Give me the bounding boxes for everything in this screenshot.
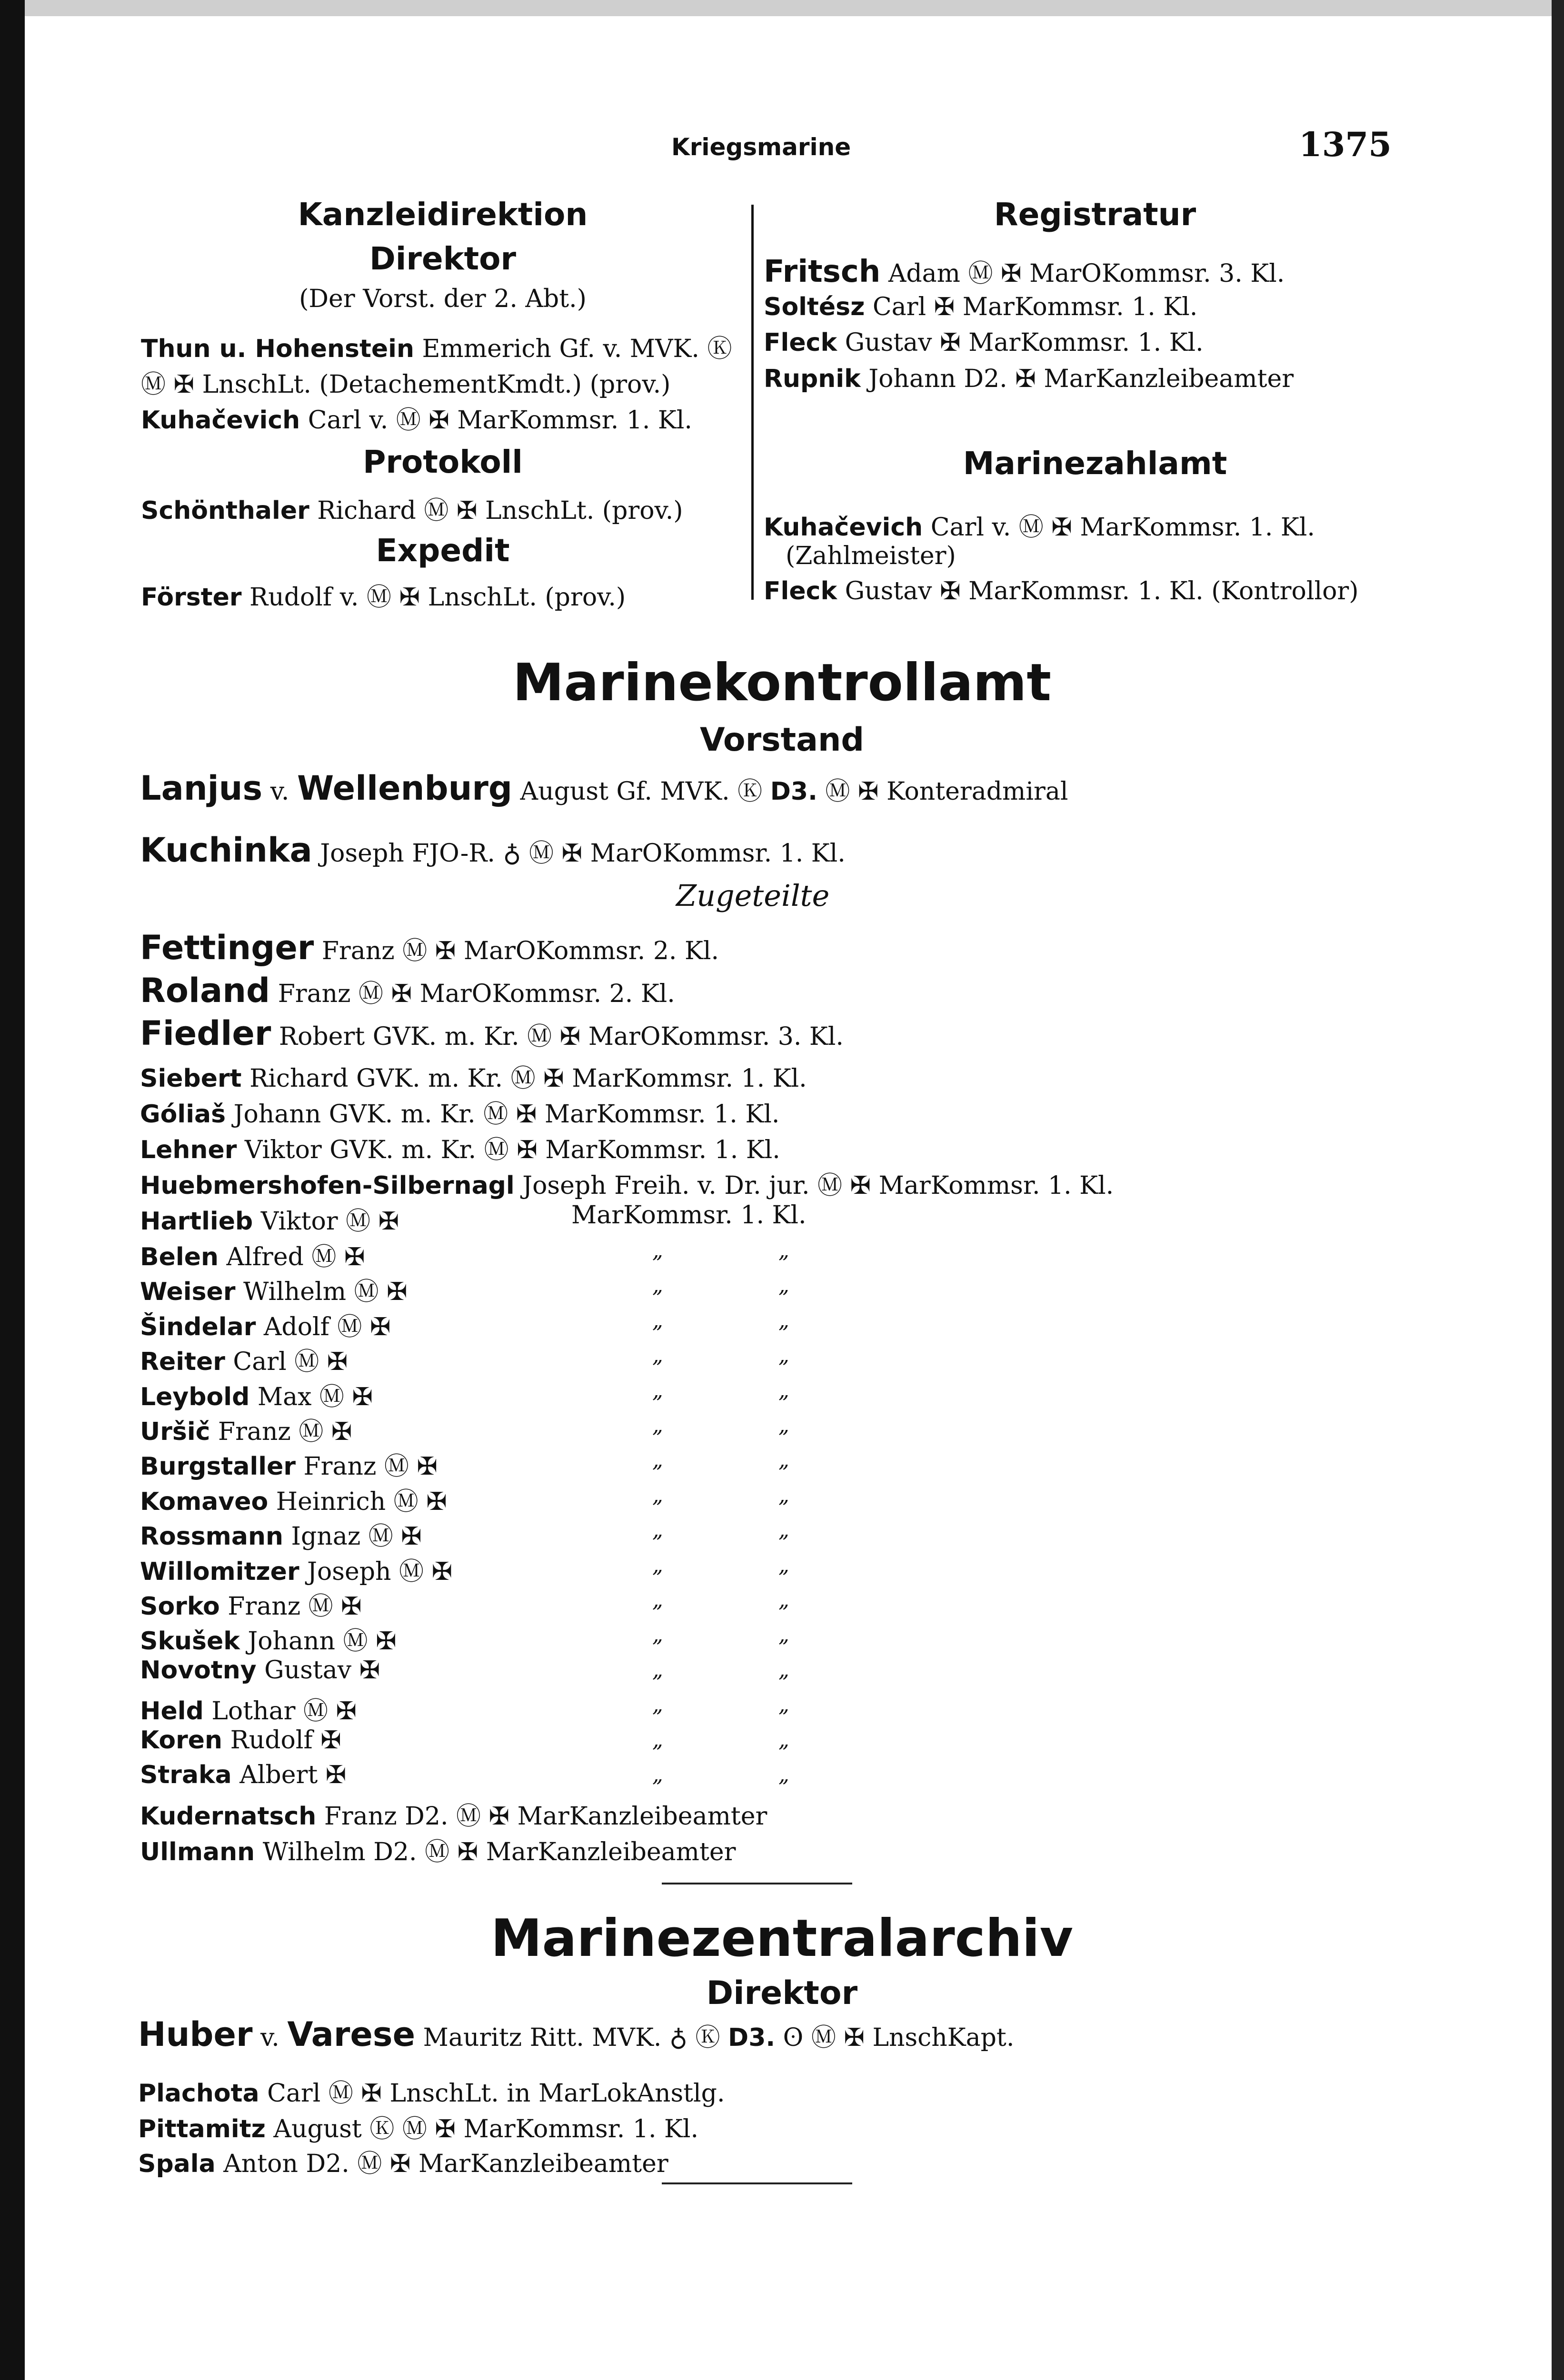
surname: Rupnik xyxy=(764,365,861,393)
scan-top-edge xyxy=(0,0,1564,16)
staff-row xyxy=(140,1411,352,1447)
entry-lehner xyxy=(140,1130,780,1165)
ditto-mark: „ xyxy=(778,1518,789,1542)
entry-detail: Franz Ⓜ ✠ MarOKommsr. 2. Kl. xyxy=(270,980,675,1008)
scan-right-edge xyxy=(1552,0,1564,2380)
entry-detail: Franz Ⓜ ✠ xyxy=(210,1418,352,1446)
surname: Siebert xyxy=(140,1064,242,1093)
ditto-mark: „ xyxy=(652,1763,663,1787)
ditto-mark: „ xyxy=(652,1309,663,1333)
ditto-mark: „ xyxy=(652,1239,663,1263)
entry-detail: Franz Ⓜ ✠ MarOKommsr. 2. Kl. xyxy=(314,937,719,965)
entry-ullmann xyxy=(140,1832,736,1867)
entry-detail: Rudolf ✠ xyxy=(222,1726,341,1755)
page-number: 1375 xyxy=(1299,125,1392,164)
entry-detail: Franz D2. Ⓜ ✠ MarKanzleibeamter xyxy=(316,1802,767,1831)
heading-archiv-direktor: Direktor xyxy=(706,1974,858,2012)
surname: Roland xyxy=(140,971,270,1010)
entry-hartlieb-rank: MarKommsr. 1. Kl. xyxy=(571,1201,807,1230)
entry-kudernatsch xyxy=(140,1796,767,1832)
surname: Hartlieb xyxy=(140,1207,253,1236)
entry-detail: Carl v. Ⓜ ✠ MarKommsr. 1. Kl. xyxy=(930,513,1315,542)
surname: Huebmershofen-Silbernagl xyxy=(140,1171,515,1200)
surname: Held xyxy=(140,1697,204,1726)
surname: Belen xyxy=(140,1243,219,1271)
entry-siebert xyxy=(140,1058,807,1094)
surname: Ullmann xyxy=(140,1838,255,1866)
entry-golias xyxy=(140,1094,779,1130)
surname: Kuchinka xyxy=(140,831,312,870)
ditto-mark: „ xyxy=(652,1483,663,1507)
surname: Koren xyxy=(140,1726,223,1755)
entry-detail: Richard Ⓜ ✠ LnschLt. (prov.) xyxy=(317,496,683,525)
entry-detail: Rudolf v. Ⓜ ✠ LnschLt. (prov.) xyxy=(249,583,626,612)
ditto-mark: „ xyxy=(778,1273,789,1298)
ditto-mark: „ xyxy=(652,1623,663,1647)
entry-detail: Joseph FJO-R. ♁ Ⓜ ✠ MarOKommsr. 1. Kl. xyxy=(312,839,846,868)
entry-detail: Wilhelm D2. Ⓜ ✠ MarKanzleibeamter xyxy=(255,1838,736,1866)
ditto-mark: „ xyxy=(652,1273,663,1298)
heading-protokoll: Protokoll xyxy=(363,444,523,480)
surname: Kuhačevich xyxy=(764,513,923,542)
surname: Förster xyxy=(141,583,242,612)
ditto-mark: „ xyxy=(652,1588,663,1612)
staff-row xyxy=(140,1377,373,1412)
entry-rank: Ⓜ ✠ Konteradmiral xyxy=(817,777,1068,806)
scan-left-edge xyxy=(0,0,25,2380)
entry-detail: Anton D2. Ⓜ ✠ MarKanzleibeamter xyxy=(215,2150,668,2178)
ditto-mark: „ xyxy=(778,1378,789,1403)
entry-pittamitz xyxy=(138,2109,698,2144)
entry-kuhacevich-zahl xyxy=(764,507,1315,543)
ditto-mark: „ xyxy=(652,1378,663,1403)
surname: Fritsch xyxy=(764,254,881,289)
entry-huber xyxy=(138,2015,1014,2054)
vorstand-note: (Der Vorst. der 2. Abt.) xyxy=(299,285,587,313)
ditto-mark: „ xyxy=(778,1763,789,1787)
entry-detail: Carl Ⓜ ✠ LnschLt. in MarLokAnstlg. xyxy=(259,2079,725,2108)
ditto-mark: „ xyxy=(778,1483,789,1507)
surname: Fettinger xyxy=(140,928,314,967)
heading-kanzleidirektion: Kanzleidirektion xyxy=(298,196,588,233)
staff-row xyxy=(140,1307,391,1342)
entry-detail: Johann D2. ✠ MarKanzleibeamter xyxy=(868,365,1294,393)
entry-rank: ʘ Ⓜ ✠ LnschKapt. xyxy=(775,2023,1015,2052)
entry-detail: Ignaz Ⓜ ✠ xyxy=(283,1522,422,1551)
surname: Góliaš xyxy=(140,1100,226,1129)
entry-thun xyxy=(141,328,732,364)
surname: Sorko xyxy=(140,1592,220,1621)
running-header: Kriegsmarine xyxy=(671,133,851,161)
entry-detail: Albert ✠ xyxy=(231,1761,347,1789)
heading-expedit: Expedit xyxy=(376,532,510,569)
staff-row xyxy=(140,1237,365,1272)
entry-fettinger xyxy=(140,928,719,967)
entry-foerster xyxy=(141,577,626,613)
entry-detail: Joseph Freih. v. Dr. jur. Ⓜ ✠ MarKommsr. 1. Kl. xyxy=(514,1171,1114,1200)
staff-row xyxy=(140,1726,341,1755)
ditto-mark: „ xyxy=(778,1588,789,1612)
entry-roland xyxy=(140,971,675,1010)
surname: Rossmann xyxy=(140,1522,283,1551)
staff-row xyxy=(140,1271,408,1307)
surname: Soltész xyxy=(764,293,865,321)
entry-detail: Johann GVK. m. Kr. Ⓜ ✠ MarKommsr. 1. Kl. xyxy=(226,1100,780,1129)
ditto-mark: „ xyxy=(652,1728,663,1752)
surname: Weiser xyxy=(140,1278,236,1306)
ditto-mark: „ xyxy=(778,1448,789,1472)
ditto-mark: „ xyxy=(778,1239,789,1263)
entry-detail: Carl Ⓜ ✠ xyxy=(225,1348,348,1376)
entry-huebmershofen xyxy=(140,1165,1114,1201)
ditto-mark: „ xyxy=(652,1343,663,1368)
heading-direktor: Direktor xyxy=(369,240,517,277)
entry-spala xyxy=(138,2143,668,2179)
section-divider-end xyxy=(662,2182,852,2184)
entry-detail: Johann Ⓜ ✠ xyxy=(239,1627,397,1656)
surname: Fiedler xyxy=(140,1014,271,1053)
heading-registratur: Registratur xyxy=(994,196,1196,233)
entry-kuchinka xyxy=(140,831,846,870)
surname: Burgstaller xyxy=(140,1452,296,1481)
entry-detail: Gustav ✠ MarKommsr. 1. Kl. (Kontrollor) xyxy=(845,577,1359,605)
ditto-mark: „ xyxy=(778,1693,789,1717)
surname: Šindelar xyxy=(140,1313,256,1341)
ditto-mark: „ xyxy=(778,1343,789,1368)
staff-row xyxy=(140,1516,422,1552)
decoration: D3. xyxy=(770,777,817,806)
entry-soltesz xyxy=(764,293,1197,321)
entry-detail: Carl ✠ MarKommsr. 1. Kl. xyxy=(872,293,1198,321)
entry-detail: Emmerich Gf. v. MVK. Ⓚ xyxy=(422,335,732,363)
entry-thun-cont: Ⓜ ✠ LnschLt. (DetachementKmdt.) (prov.) xyxy=(141,370,671,399)
entry-zahlmeister: (Zahlmeister) xyxy=(786,542,956,570)
surname: Straka xyxy=(140,1761,232,1789)
entry-detail: Mauritz Ritt. MVK. ♁ Ⓚ xyxy=(415,2023,728,2052)
surname: Fleck xyxy=(764,328,837,357)
surname: Spala xyxy=(138,2150,216,2178)
surname: Willomitzer xyxy=(140,1557,299,1586)
entry-detail: Lothar Ⓜ ✠ xyxy=(203,1697,357,1726)
entry-detail: Adolf Ⓜ ✠ xyxy=(256,1313,391,1341)
entry-detail: Max Ⓜ ✠ xyxy=(249,1383,373,1411)
surname: Reiter xyxy=(140,1348,225,1376)
surname: Plachota xyxy=(138,2079,259,2108)
surname: Huber xyxy=(138,2015,253,2054)
section-divider xyxy=(662,1883,852,1884)
particle: v. xyxy=(262,777,297,806)
ditto-mark: „ xyxy=(778,1553,789,1577)
entry-fiedler xyxy=(140,1014,844,1053)
entry-hartlieb xyxy=(140,1201,399,1237)
surname: Uršič xyxy=(140,1418,210,1446)
entry-detail: Heinrich Ⓜ ✠ xyxy=(268,1488,447,1516)
entry-detail: Robert GVK. m. Kr. Ⓜ ✠ MarOKommsr. 3. Kl. xyxy=(271,1022,844,1051)
surname: Komaveo xyxy=(140,1488,269,1516)
staff-row xyxy=(140,1691,357,1726)
entry-detail: Franz Ⓜ ✠ xyxy=(219,1592,362,1621)
surname: Kudernatsch xyxy=(140,1802,317,1831)
heading-vorstand: Vorstand xyxy=(699,721,865,759)
staff-row xyxy=(140,1551,452,1587)
entry-detail: Gustav ✠ MarKommsr. 1. Kl. xyxy=(845,328,1204,357)
entry-fleck xyxy=(764,328,1204,357)
ditto-mark: „ xyxy=(652,1553,663,1577)
ditto-mark: „ xyxy=(778,1728,789,1752)
entry-detail: Wilhelm Ⓜ ✠ xyxy=(235,1278,408,1306)
staff-row xyxy=(140,1761,346,1789)
surname: Pittamitz xyxy=(138,2115,266,2143)
entry-detail: Viktor GVK. m. Kr. Ⓜ ✠ MarKommsr. 1. Kl. xyxy=(237,1136,780,1164)
entry-plachota xyxy=(138,2073,725,2109)
entry-detail: Richard GVK. m. Kr. Ⓜ ✠ MarKommsr. 1. Kl. xyxy=(241,1064,807,1093)
decoration: D3. xyxy=(728,2023,776,2052)
ditto-mark: „ xyxy=(778,1658,789,1682)
surname-2: Wellenburg xyxy=(297,769,513,808)
entry-detail: Adam Ⓜ ✠ MarOKommsr. 3. Kl. xyxy=(888,259,1285,288)
entry-detail: Alfred Ⓜ ✠ xyxy=(219,1243,365,1271)
entry-fleck-kontrollor xyxy=(764,577,1359,605)
staff-row xyxy=(140,1481,447,1517)
ditto-mark: „ xyxy=(652,1693,663,1717)
surname-2: Varese xyxy=(287,2015,416,2054)
surname: Lanjus xyxy=(140,769,263,808)
surname: Kuhačevich xyxy=(141,406,300,435)
surname: Schönthaler xyxy=(141,496,309,525)
entry-detail: Franz Ⓜ ✠ xyxy=(295,1452,438,1481)
ditto-mark: „ xyxy=(652,1413,663,1438)
ditto-mark: „ xyxy=(778,1309,789,1333)
entry-detail: Gustav ✠ xyxy=(256,1656,380,1685)
staff-row xyxy=(140,1656,380,1685)
staff-row xyxy=(140,1341,348,1377)
entry-rupnik xyxy=(764,365,1294,393)
staff-row xyxy=(140,1586,362,1622)
entry-detail: Joseph Ⓜ ✠ xyxy=(299,1557,453,1586)
entry-detail: Viktor Ⓜ ✠ xyxy=(253,1207,399,1236)
entry-detail: August Ⓚ Ⓜ ✠ MarKommsr. 1. Kl. xyxy=(265,2115,699,2143)
entry-schoenthaler xyxy=(141,490,683,526)
entry-detail: August Gf. MVK. Ⓚ xyxy=(512,777,770,806)
surname: Novotny xyxy=(140,1656,257,1685)
surname: Lehner xyxy=(140,1136,237,1164)
surname: Fleck xyxy=(764,577,837,605)
particle: v. xyxy=(252,2023,288,2052)
ditto-mark: „ xyxy=(778,1623,789,1647)
ditto-mark: „ xyxy=(778,1413,789,1438)
entry-lanjus xyxy=(140,769,1068,808)
surname: Leybold xyxy=(140,1383,250,1411)
surname: Thun u. Hohenstein xyxy=(141,335,414,363)
heading-zugeteilte: Zugeteilte xyxy=(676,878,830,913)
staff-row xyxy=(140,1621,397,1656)
staff-row xyxy=(140,1446,438,1482)
surname: Skušek xyxy=(140,1627,240,1656)
section-marinekontrollamt: Marinekontrollamt xyxy=(513,653,1051,713)
ditto-mark: „ xyxy=(652,1448,663,1472)
column-divider xyxy=(751,205,754,600)
section-marinezentralarchiv: Marinezentralarchiv xyxy=(490,1909,1073,1968)
entry-fritsch xyxy=(764,253,1285,289)
entry-kuhacevich xyxy=(141,400,692,436)
entry-detail: Carl v. Ⓜ ✠ MarKommsr. 1. Kl. xyxy=(308,406,692,435)
heading-marinezahlamt: Marinezahlamt xyxy=(963,445,1227,482)
ditto-mark: „ xyxy=(652,1658,663,1682)
ditto-mark: „ xyxy=(652,1518,663,1542)
